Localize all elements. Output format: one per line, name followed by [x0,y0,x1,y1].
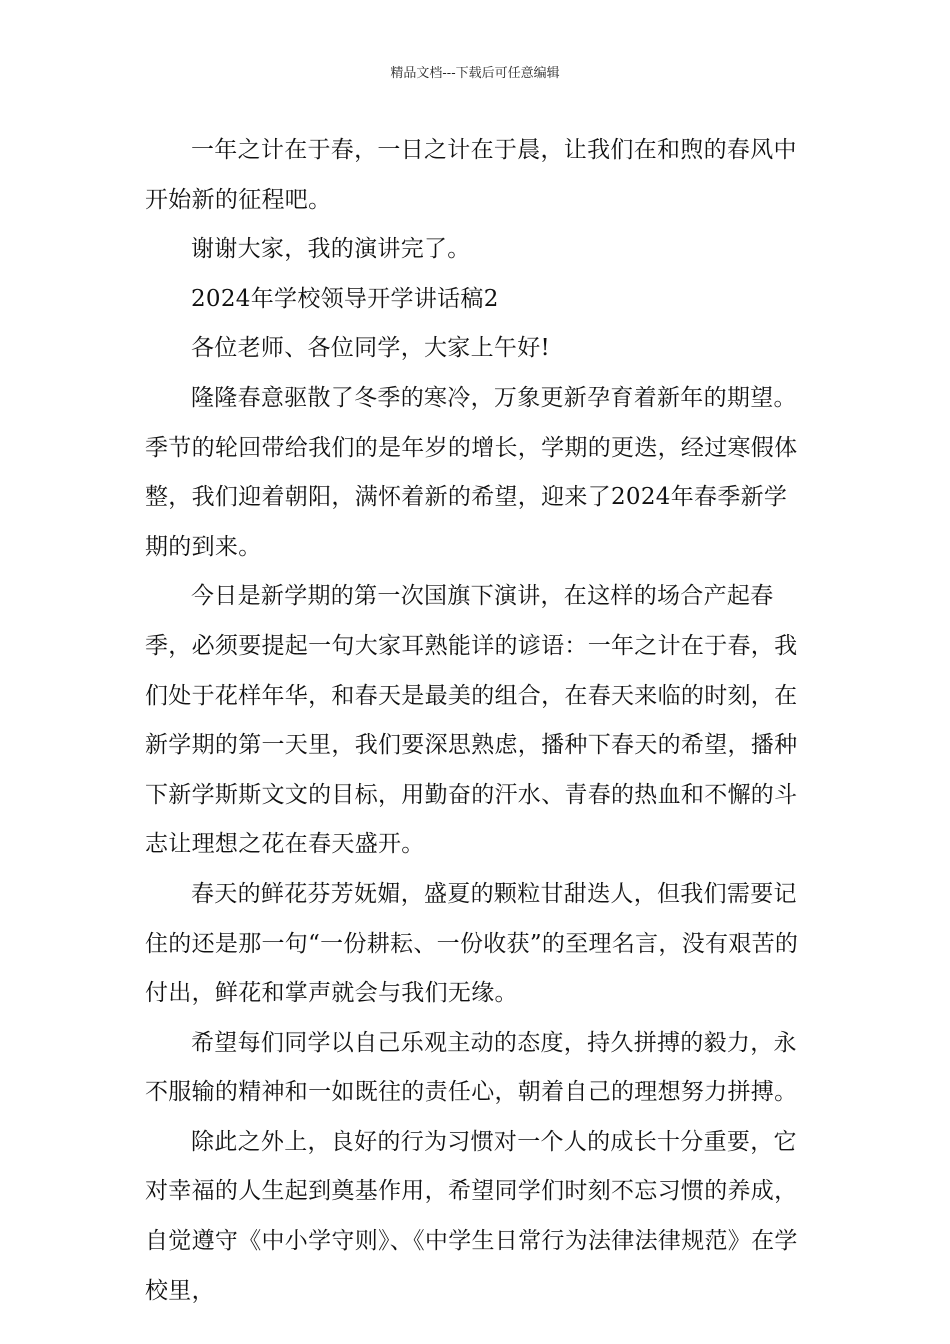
paragraph: 今日是新学期的第一次国旗下演讲，在这样的场合产起春季，必须要提起一句大家耳熟能详的谚语：一年之计在于春，我们处于花样年华，和春天是最美的组合，在春天来临的时刻，在新学期的第一天里，我们要深思熟虑，播种下春天的希望，播种下新学斯斯文文的目标，用勤奋的汗水、青春的热血和不懈的斗志让理想之花在春天盛开。 [145,583,798,858]
page-header: 精品文档---下载后可任意编辑 [390,66,560,81]
paragraph: 隆隆春意驱散了冬季的寒冷，万象更新孕育着新年的期望。季节的轮回带给我们的是年岁的增长，学期的更迭，经过寒假体整，我们迎着朝阳，满怀着新的希望，迎来了2024年春季新学期的到来。 [145,384,798,560]
paragraph: 春天的鲜花芬芳妩媚，盛夏的颗粒甘甜迭人，但我们需要记住的还是那一句“一份耕耘、一份收获”的至理名言，没有艰苦的付出，鲜花和掌声就会与我们无缘。 [145,880,799,1007]
section-title: 2024年学校领导开学讲话稿2 [191,285,499,312]
document-body [145,126,810,1316]
paragraph: 谢谢大家，我的演讲完了。 [191,236,471,263]
paragraph: 一年之计在于春，一日之计在于晨，让我们在和煦的春风中开始新的征程吧。 [145,137,797,213]
paragraph: 希望每们同学以自己乐观主动的态度，持久拼搏的毅力，永不服输的精神和一如既往的责任心，朝着自己的理想努力拼搏。 [145,1029,798,1106]
paragraph: 除此之外上，良好的行为习惯对一个人的成长十分重要，它对幸福的人生起到奠基作用，希望同学们时刻不忘习惯的养成，自觉遵守《中小学守则》、《中学生日常行为法律法律规范》在学校里， [145,1128,798,1304]
greeting: 各位老师、各位同学，大家上午好! [191,335,551,362]
